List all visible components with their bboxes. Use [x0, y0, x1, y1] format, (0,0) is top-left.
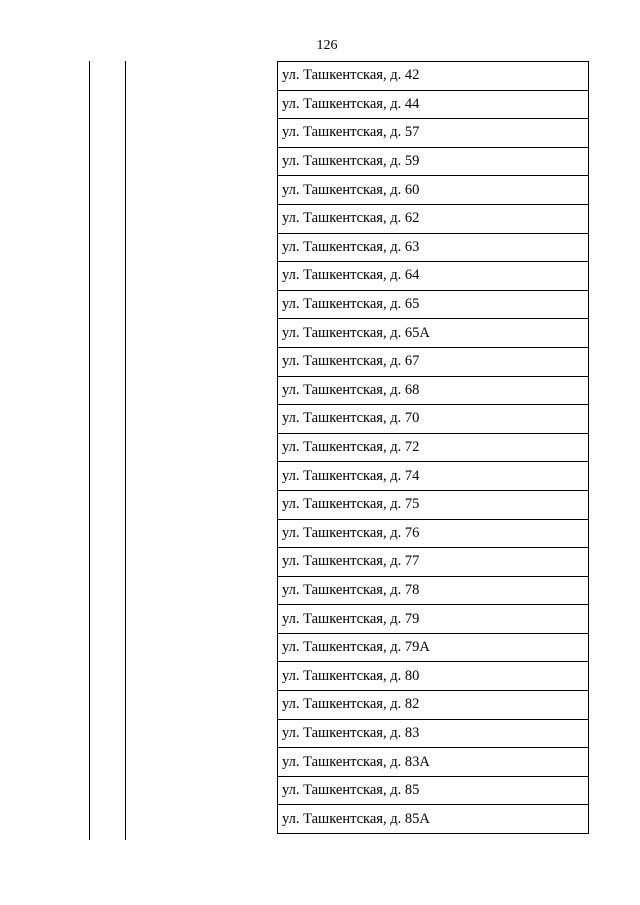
table-row: ул. Ташкентская, д. 79 — [278, 604, 588, 633]
table-column-border-left — [89, 61, 90, 840]
table-row: ул. Ташкентская, д. 65А — [278, 318, 588, 347]
address-table — [277, 61, 589, 834]
table-row: ул. Ташкентская, д. 70 — [278, 404, 588, 433]
table-row: ул. Ташкентская, д. 83 — [278, 719, 588, 748]
table-row: ул. Ташкентская, д. 68 — [278, 376, 588, 405]
table-row: ул. Ташкентская, д. 85А — [278, 804, 588, 833]
table-row: ул. Ташкентская, д. 64 — [278, 261, 588, 290]
table-row: ул. Ташкентская, д. 82 — [278, 690, 588, 719]
table-row: ул. Ташкентская, д. 42 — [278, 61, 588, 90]
page-number: 126 — [316, 38, 338, 53]
table-row: ул. Ташкентская, д. 59 — [278, 147, 588, 176]
table-row: ул. Ташкентская, д. 57 — [278, 118, 588, 147]
table-row: ул. Ташкентская, д. 75 — [278, 490, 588, 519]
table-row: ул. Ташкентская, д. 65 — [278, 290, 588, 319]
table-row: ул. Ташкентская, д. 79А — [278, 633, 588, 662]
table-row: ул. Ташкентская, д. 76 — [278, 519, 588, 548]
table-row: ул. Ташкентская, д. 83А — [278, 747, 588, 776]
table-row: ул. Ташкентская, д. 74 — [278, 461, 588, 490]
table-row: ул. Ташкентская, д. 63 — [278, 233, 588, 262]
table-row: ул. Ташкентская, д. 85 — [278, 776, 588, 805]
table-row: ул. Ташкентская, д. 60 — [278, 175, 588, 204]
table-row: ул. Ташкентская, д. 78 — [278, 576, 588, 605]
table-row: ул. Ташкентская, д. 80 — [278, 661, 588, 690]
table-row: ул. Ташкентская, д. 67 — [278, 347, 588, 376]
table-row: ул. Ташкентская, д. 44 — [278, 90, 588, 119]
table-row: ул. Ташкентская, д. 77 — [278, 547, 588, 576]
table-row: ул. Ташкентская, д. 62 — [278, 204, 588, 233]
table-column-border-second — [125, 61, 126, 840]
table-row: ул. Ташкентская, д. 72 — [278, 433, 588, 462]
